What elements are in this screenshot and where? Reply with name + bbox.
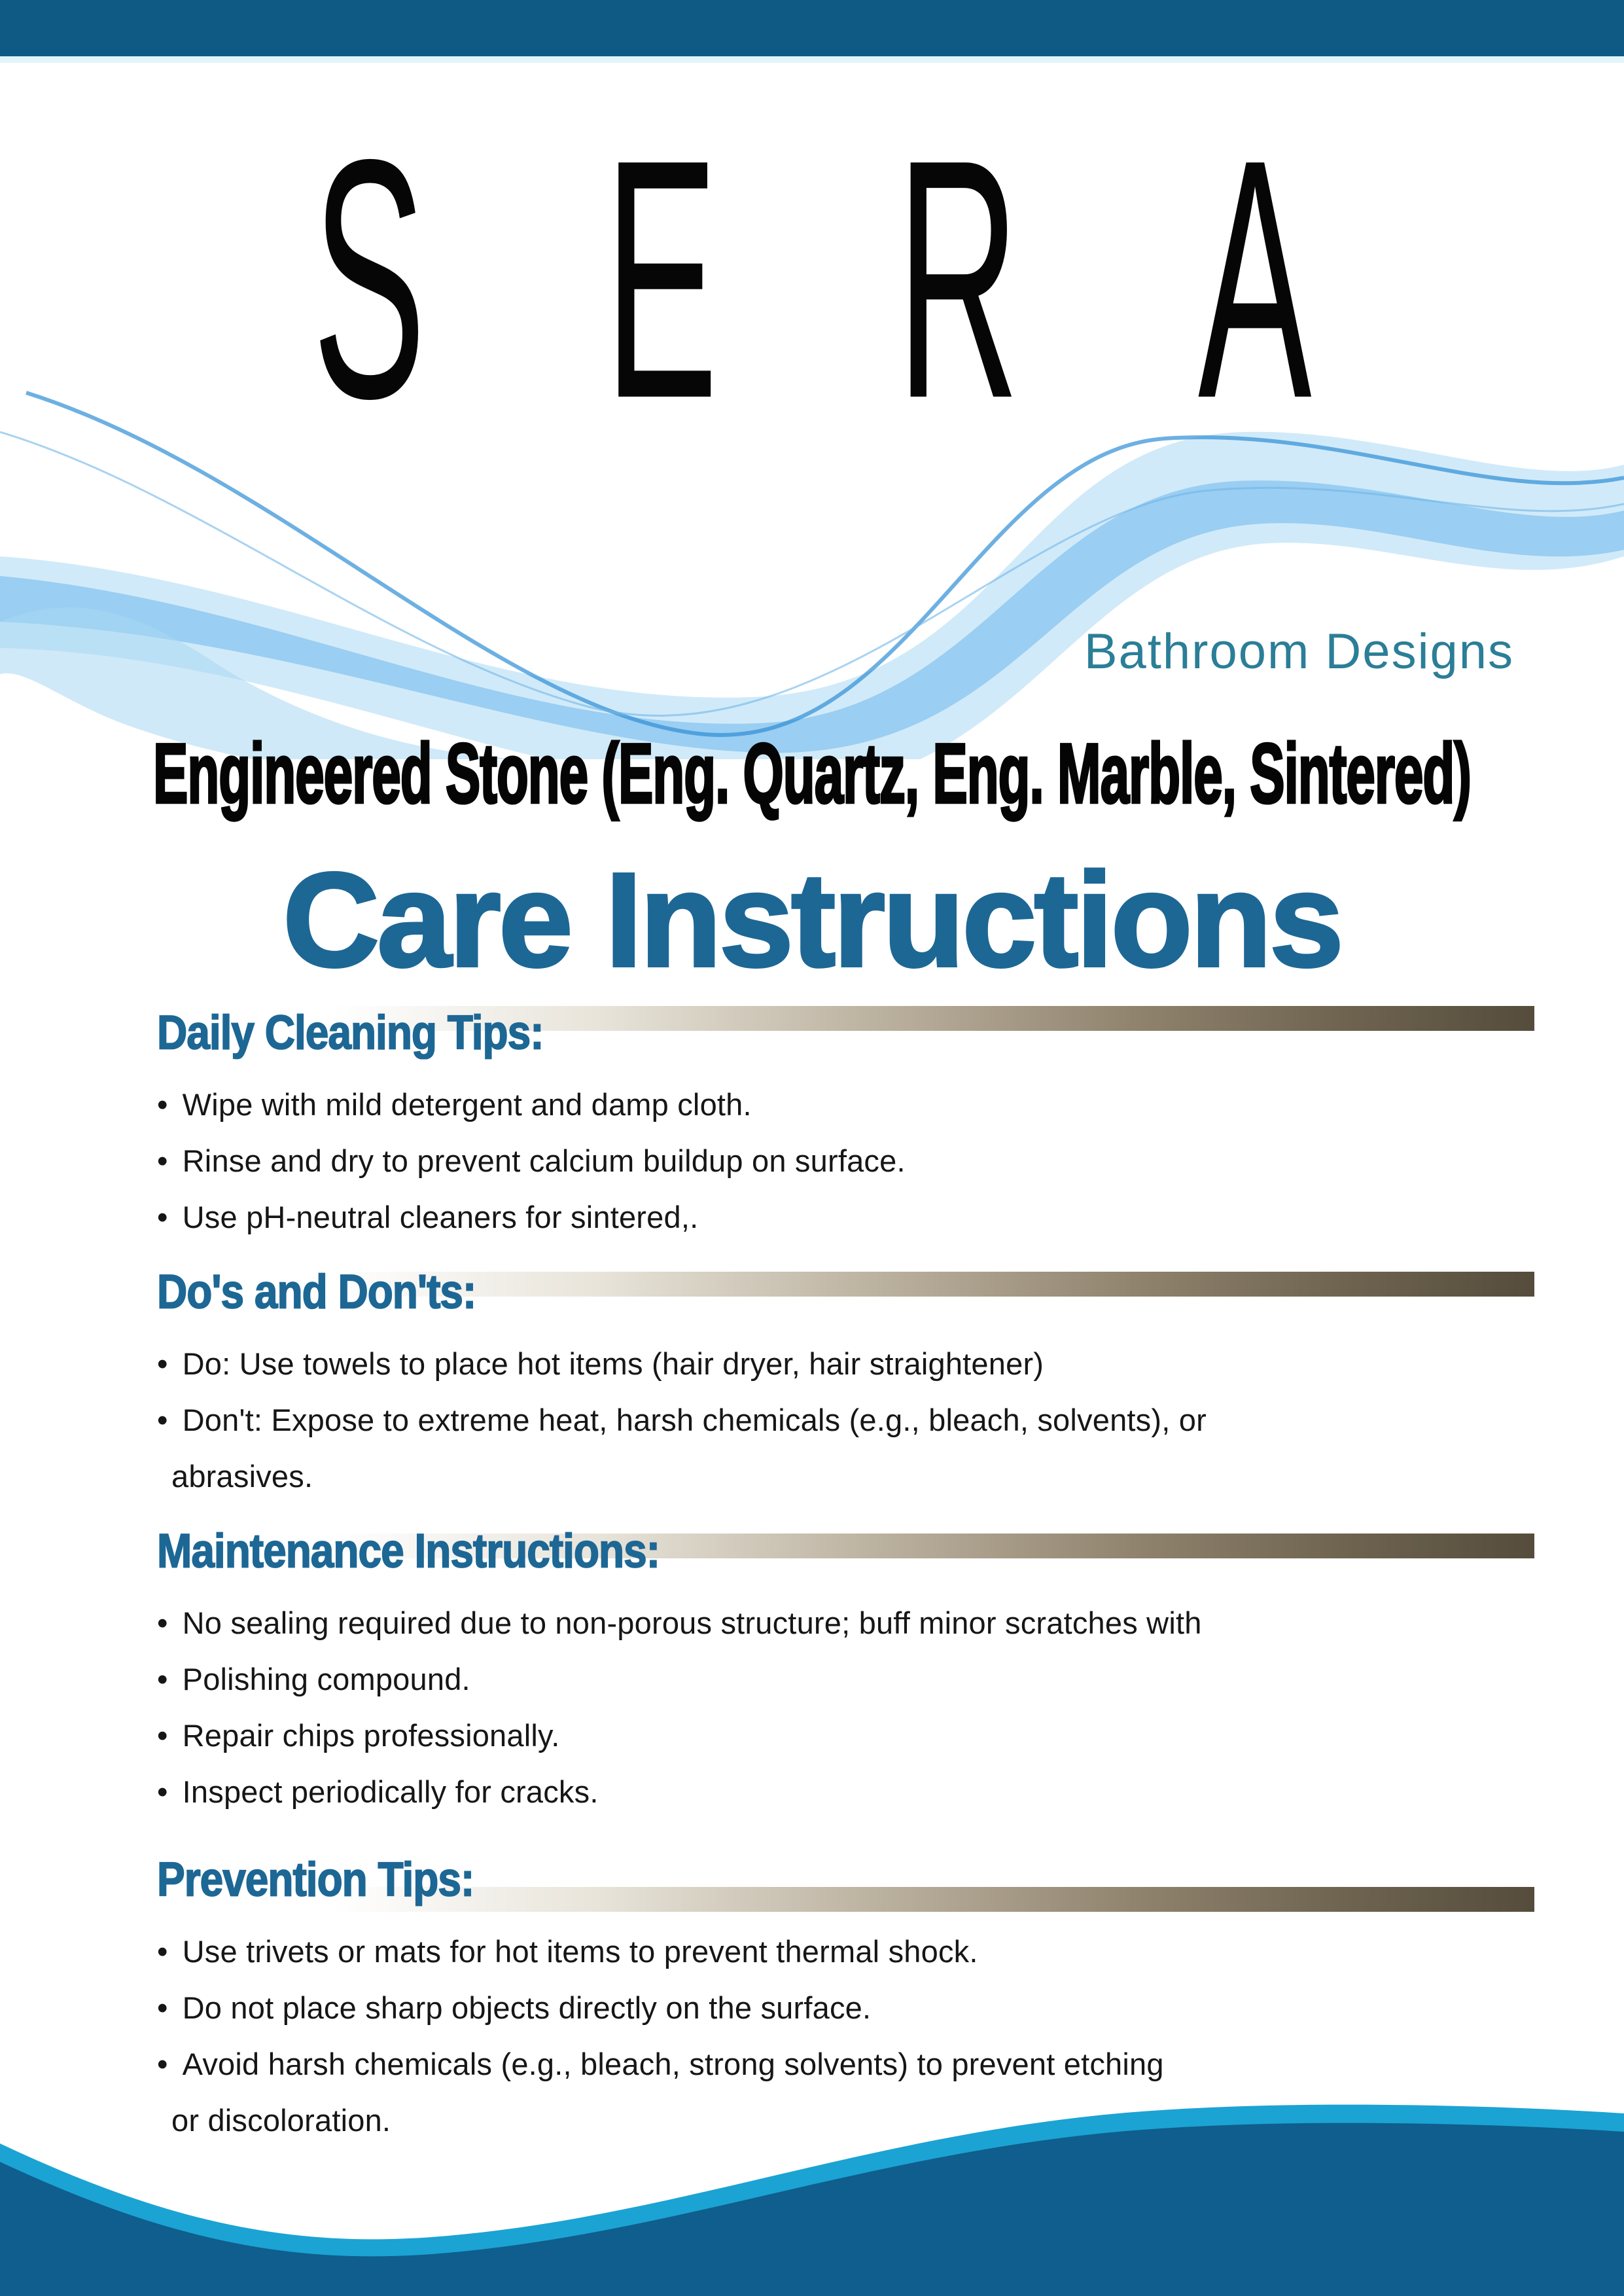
- list-item: [157, 1595, 1534, 1651]
- bullet-list: [157, 1077, 1534, 1246]
- section-maintenance: [157, 1523, 1534, 1820]
- list-item: [157, 1336, 1534, 1392]
- list-item-text: Do not place sharp objects directly on the surface.: [182, 1990, 872, 2025]
- list-item: [157, 1189, 1534, 1246]
- section-heading-row: [157, 1523, 1534, 1586]
- list-item-continuation: [157, 1448, 1534, 1505]
- brand-logo-text: SERA: [312, 90, 1491, 470]
- section-daily-cleaning: [157, 1005, 1534, 1246]
- wave-decoration: [0, 340, 1624, 759]
- top-color-bar: [0, 0, 1624, 56]
- list-item: [157, 1133, 1534, 1189]
- list-item-text: Don't: Expose to extreme heat, harsh chemicals (e.g., bleach, solvents), or: [182, 1403, 1207, 1437]
- list-item: [157, 1651, 1534, 1708]
- bullet-marker: •: [157, 1662, 168, 1696]
- bullet-marker: •: [157, 1200, 168, 1234]
- footer-wave-decoration: [0, 2070, 1624, 2296]
- material-subtitle: Engineered Stone (Eng. Quartz, Eng. Marble, Sintered): [153, 726, 1471, 821]
- bullet-marker: •: [157, 1346, 168, 1381]
- section-heading-row: [157, 1852, 1534, 1914]
- page-title: Care Instructions: [283, 845, 1341, 995]
- bullet-marker: •: [157, 1718, 168, 1753]
- list-item: [157, 1708, 1534, 1764]
- bullet-marker: •: [157, 1774, 168, 1809]
- list-item: [157, 1924, 1534, 1980]
- section-heading: Maintenance Instructions:: [157, 1524, 660, 1578]
- section-heading-row: [157, 1005, 1534, 1067]
- instructions-content: [157, 1005, 1534, 2167]
- list-item-text: Avoid harsh chemicals (e.g., bleach, strong solvents) to prevent etching: [182, 2047, 1164, 2081]
- bullet-marker: •: [157, 1934, 168, 1969]
- list-item-text: Use trivets or mats for hot items to prevent thermal shock.: [182, 1934, 978, 1969]
- list-item-text: Rinse and dry to prevent calcium buildup on surface.: [182, 1143, 906, 1178]
- bullet-list: [157, 1336, 1534, 1505]
- list-item-text: abrasives.: [171, 1459, 313, 1494]
- top-accent-line: [0, 56, 1624, 63]
- list-item: [157, 1764, 1534, 1820]
- brand-tagline: Bathroom Designs: [1084, 624, 1514, 679]
- section-heading: Daily Cleaning Tips:: [157, 1005, 544, 1060]
- heading-gradient-bar: [334, 1272, 1534, 1297]
- bullet-marker: •: [157, 2047, 168, 2081]
- list-item-text: or discoloration.: [171, 2103, 391, 2138]
- list-item-text: Wipe with mild detergent and damp cloth.: [182, 1087, 752, 1122]
- list-item: [157, 1077, 1534, 1133]
- section-heading: Prevention Tips:: [157, 1852, 474, 1907]
- list-item: [157, 1392, 1534, 1448]
- list-item-text: No sealing required due to non-porous structure; buff minor scratches with: [182, 1605, 1202, 1640]
- bullet-marker: •: [157, 1605, 168, 1640]
- heading-gradient-bar: [334, 1887, 1534, 1912]
- section-heading-row: [157, 1264, 1534, 1327]
- list-item-text: Use pH-neutral cleaners for sintered,.: [182, 1200, 699, 1234]
- list-item-text: Repair chips professionally.: [182, 1718, 560, 1753]
- section-dos-donts: [157, 1264, 1534, 1505]
- list-item-text: Polishing compound.: [182, 1662, 470, 1696]
- section-heading: Do's and Don'ts:: [157, 1265, 476, 1319]
- bullet-list: [157, 1595, 1534, 1820]
- bullet-marker: •: [157, 1990, 168, 2025]
- list-item-text: Do: Use towels to place hot items (hair dryer, hair straightener): [182, 1346, 1044, 1381]
- bullet-marker: •: [157, 1087, 168, 1122]
- list-item-text: Inspect periodically for cracks.: [182, 1774, 599, 1809]
- bullet-marker: •: [157, 1403, 168, 1437]
- bullet-marker: •: [157, 1143, 168, 1178]
- list-item: [157, 1980, 1534, 2036]
